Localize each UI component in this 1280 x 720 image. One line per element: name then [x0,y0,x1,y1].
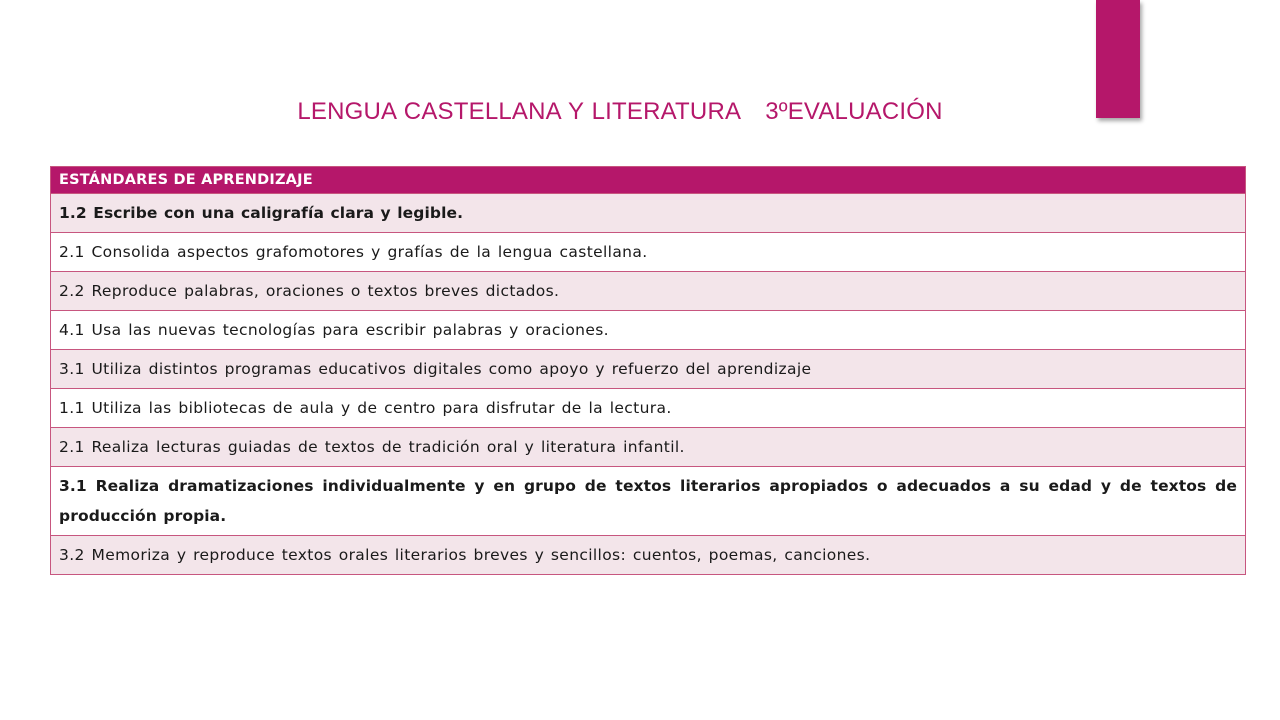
table-row [51,467,1246,536]
table-cell: 3.1 Utiliza distintos programas educativos digitales como apoyo y refuerzo del aprendizaje [51,350,1246,389]
table-cell: 1.1 Utiliza las bibliotecas de aula y de centro para disfrutar de la lectura. [51,389,1246,428]
title-subject: LENGUA CASTELLANA Y LITERATURA [297,98,742,126]
table-cell: 2.2 Reproduce palabras, oraciones o textos breves dictados. [51,272,1246,311]
table-row [51,233,1246,272]
table-cell: 4.1 Usa las nuevas tecnologías para escribir palabras y oraciones. [51,311,1246,350]
slide-title [0,98,1240,126]
table-row [51,389,1246,428]
table-row [51,350,1246,389]
table-cell: 2.1 Realiza lecturas guiadas de textos de tradición oral y literatura infantil. [51,428,1246,467]
table-header: ESTÁNDARES DE APRENDIZAJE [51,167,1246,194]
table-cell: 3.2 Memoriza y reproduce textos orales literarios breves y sencillos: cuentos, poemas, canciones. [51,536,1246,575]
table-row [51,311,1246,350]
table-header-row [51,167,1246,194]
table-row [51,194,1246,233]
table-row [51,536,1246,575]
table-row [51,272,1246,311]
standards-table [50,166,1246,575]
title-evaluation: 3ºEVALUACIÓN [765,98,943,126]
table-row [51,428,1246,467]
table-cell: 2.1 Consolida aspectos grafomotores y grafías de la lengua castellana. [51,233,1246,272]
table-cell: 3.1 Realiza dramatizaciones individualmente y en grupo de textos literarios apropiados o adecuados a su edad y de textos de producción propia. [51,467,1246,536]
table-cell: 1.2 Escribe con una caligrafía clara y legible. [51,194,1246,233]
